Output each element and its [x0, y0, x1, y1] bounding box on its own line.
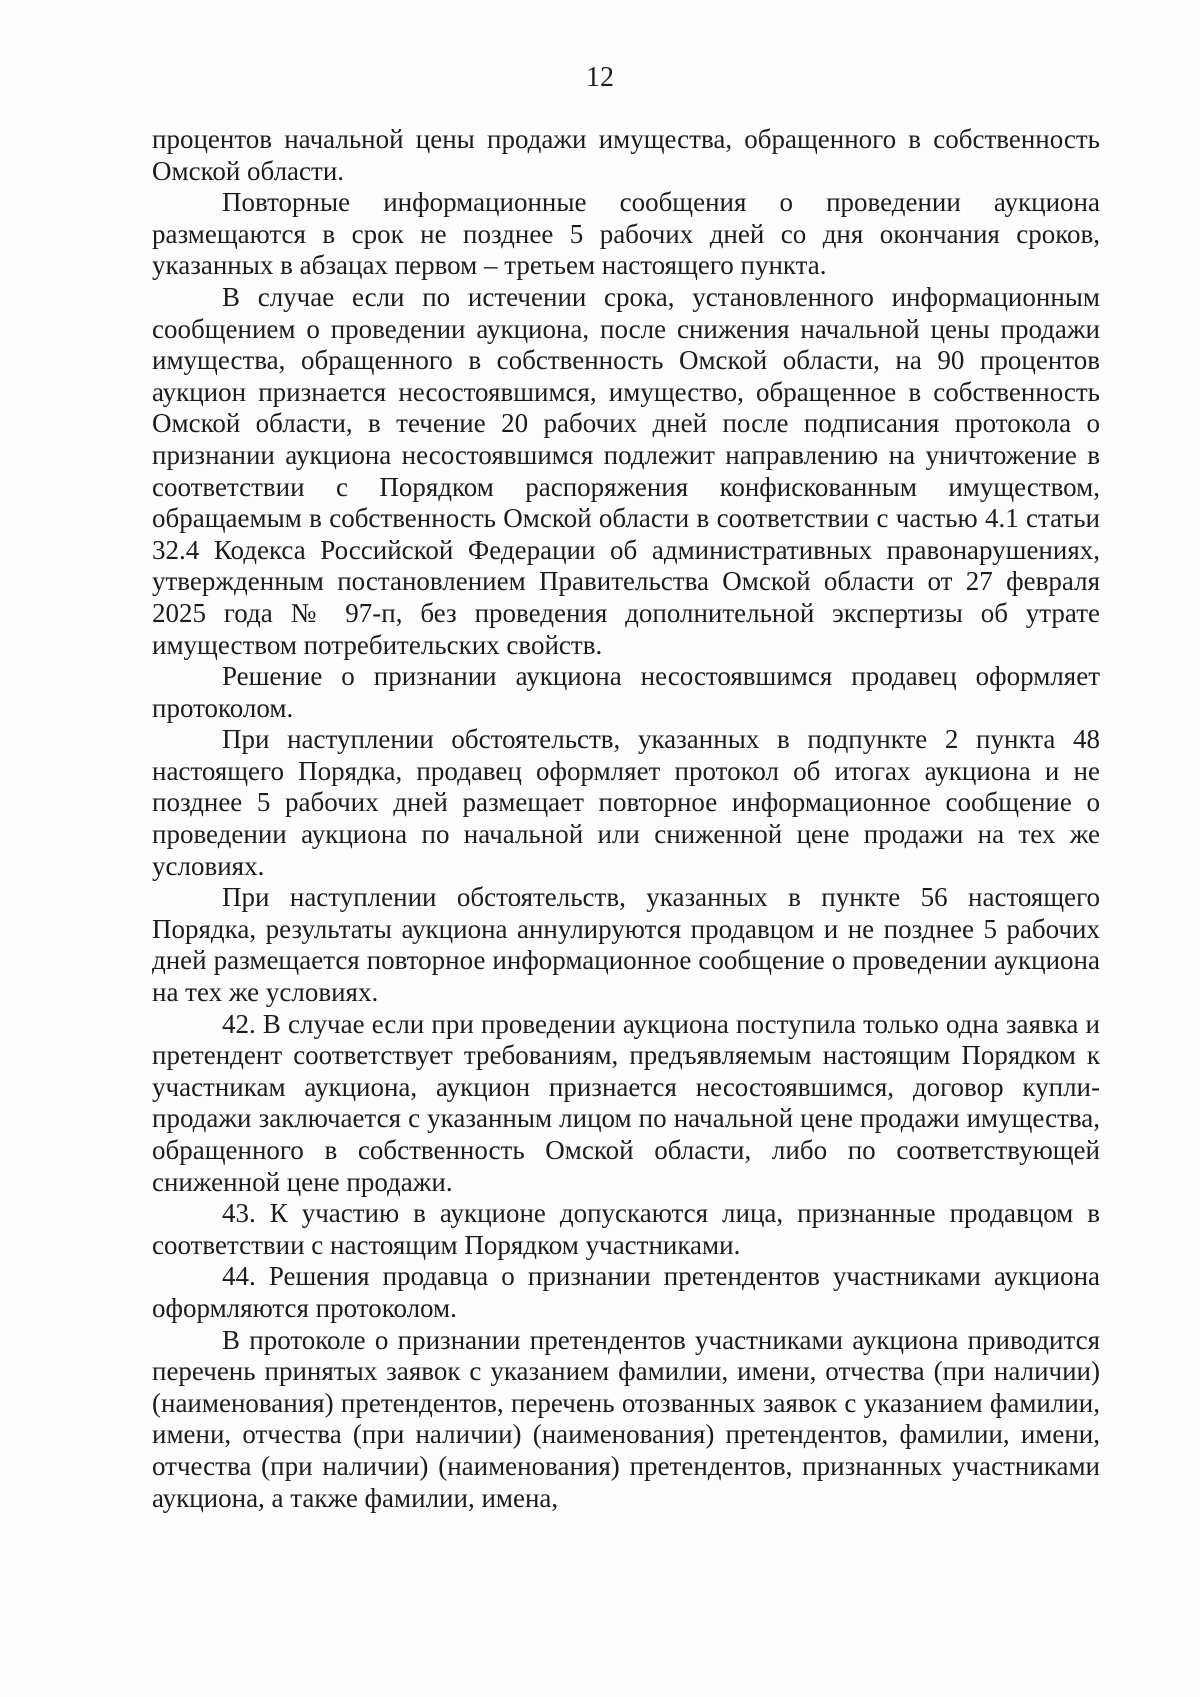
paragraph-failed-auction-protocol: Решение о признании аукциона несостоявшимся продавец оформляет протоколом. — [152, 661, 1100, 723]
paragraph-continuation: процентов начальной цены продажи имущества, обращенного в собственность Омской области. — [152, 124, 1100, 186]
document-body — [152, 124, 1100, 1514]
paragraph-item-44: 44. Решения продавца о признании претендентов участниками аукциона оформляются протоколом. — [152, 1261, 1100, 1323]
paragraph-item-42: 42. В случае если при проведении аукциона поступила только одна заявка и претендент соответствует требованиям, предъявляемым настоящим Порядком к участникам аукциона, аукцион признается несостоявшимся, договор купли-продажи заключается с указанным лицом по начальной цене продажи имущества, обращенного в собственность Омской области, либо по соответствующей сниженной цене продажи. — [152, 1008, 1100, 1197]
paragraph-repeat-notices: Повторные информационные сообщения о проведении аукциона размещаются в срок не позднее 5 рабочих дней со дня окончания сроков, указанных в абзацах первом – третьем настоящего пункта. — [152, 187, 1100, 281]
paragraph-item-43: 43. К участию в аукционе допускаются лица, признанные продавцом в соответствии с настоящим Порядком участниками. — [152, 1198, 1100, 1260]
paragraph-clause-56: При наступлении обстоятельств, указанных в пункте 56 настоящего Порядка, результаты аукциона аннулируются продавцом и не позднее 5 рабочих дней размещается повторное информационное сообщение о проведении аукциона на тех же условиях. — [152, 882, 1100, 1008]
paragraph-protocol-contents: В протоколе о признании претендентов участниками аукциона приводится перечень принятых заявок с указанием фамилии, имени, отчества (при наличии) (наименования) претендентов, перечень отозванных заявок с указанием фамилии, имени, отчества (при наличии) (наименования) претендентов, фамилии, имени, отчества (при наличии) (наименования) претендентов, признанных участниками аукциона, а также фамилии, имена, — [152, 1324, 1100, 1513]
page-number: 12 — [586, 62, 614, 93]
paragraph-failed-auction-destruction: В случае если по истечении срока, установленного информационным сообщением о проведении аукциона, после снижения начальной цены продажи имущества, обращенного в собственность Омской области, на 90 процентов аукцион признается несостоявшимся, имущество, обращенное в собственность Омской области, в течение 20 рабочих дней после подписания протокола о признании аукциона несостоявшимся подлежит направлению на уничтожение в соответствии с Порядком распоряжения конфискованным имуществом, обращаемым в собственность Омской области в соответствии с частью 4.1 статьи 32.4 Кодекса Российской Федерации об административных правонарушениях, утвержденным постановлением Правительства Омской области от 27 февраля 2025 года № 97-п, без проведения дополнительной экспертизы об утрате имуществом потребительских свойств. — [152, 281, 1100, 660]
paragraph-subclause-48: При наступлении обстоятельств, указанных в подпункте 2 пункта 48 настоящего Порядка, продавец оформляет протокол об итогах аукциона и не позднее 5 рабочих дней размещает повторное информационное сообщение о проведении аукциона по начальной или сниженной цене продажи на тех же условиях. — [152, 724, 1100, 881]
